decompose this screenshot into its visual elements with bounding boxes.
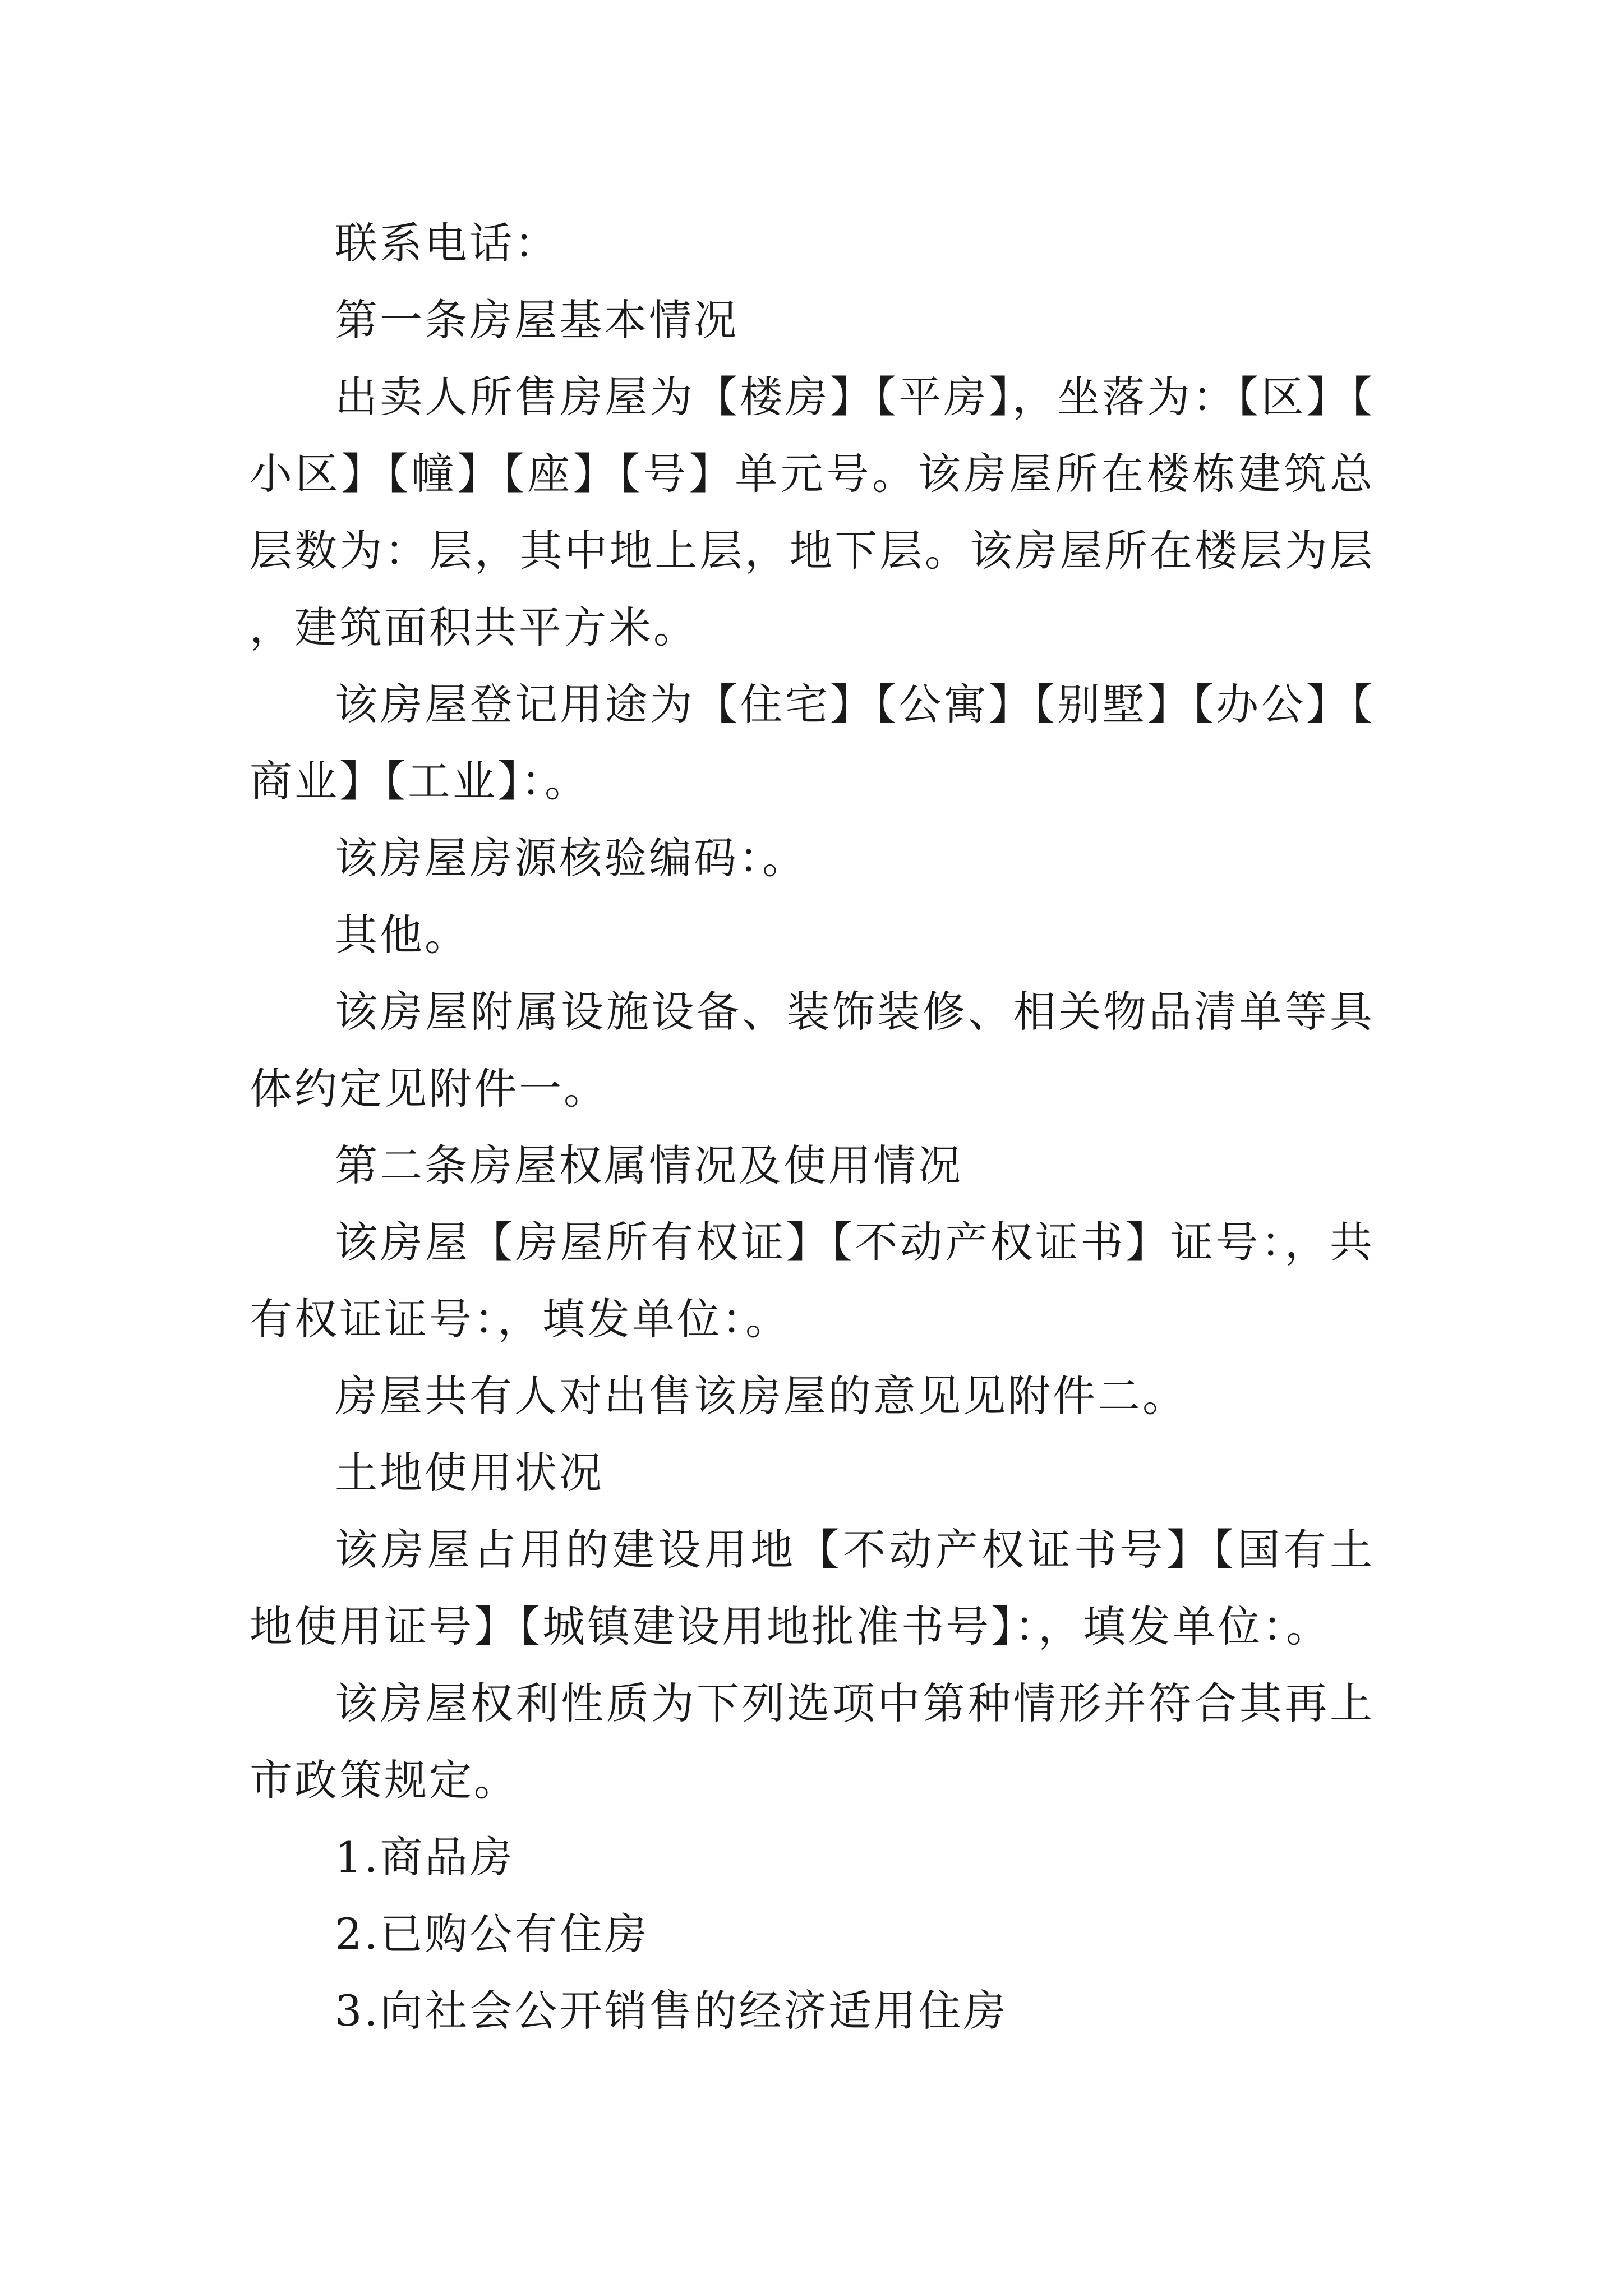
property-nature-paragraph: 该房屋权利性质为下列选项中第种情形并符合其再上市政策规定。 (250, 1678, 1375, 1805)
other-paragraph: 其他。 (335, 910, 469, 960)
land-use-heading: 土地使用状况 (335, 1448, 604, 1498)
house-location-paragraph: 出卖人所售房屋为【楼房】【平房】，坐落为：【区】【小区】【幢】【座】【号】单元号。该房屋所在楼栋建筑总层数为：层，其中地上层，地下层。该房屋所在楼层为层，建筑面积共平方米。 (250, 372, 1375, 652)
list-item: 2.已购公有住房 (335, 1909, 649, 1959)
document-body (250, 205, 1375, 2049)
article-1-heading: 第一条房屋基本情况 (335, 295, 739, 345)
contact-phone-line: 联系电话： (335, 218, 559, 268)
certificate-paragraph: 该房屋【房屋所有权证】【不动产权证书】证号：，共有权证证号：，填发单位：。 (250, 1217, 1375, 1344)
article-2-heading: 第二条房屋权属情况及使用情况 (335, 1140, 963, 1190)
verification-code-paragraph: 该房屋房源核验编码：。 (335, 833, 807, 883)
land-certificate-paragraph: 该房屋占用的建设用地【不动产权证书号】【国有土地使用证号】【城镇建设用地批准书号】：，填发单位：。 (250, 1525, 1375, 1651)
list-item: 1.商品房 (335, 1832, 515, 1882)
registered-use-paragraph: 该房屋登记用途为【住宅】【公寓】【别墅】【办公】【商业】【工业】：。 (250, 679, 1375, 806)
co-owner-paragraph: 房屋共有人对出售该房屋的意见见附件二。 (335, 1371, 1187, 1421)
attachment-1-paragraph: 该房屋附属设施设备、装饰装修、相关物品清单等具体约定见附件一。 (250, 987, 1375, 1114)
list-item: 3.向社会公开销售的经济适用住房 (335, 1986, 1008, 2036)
